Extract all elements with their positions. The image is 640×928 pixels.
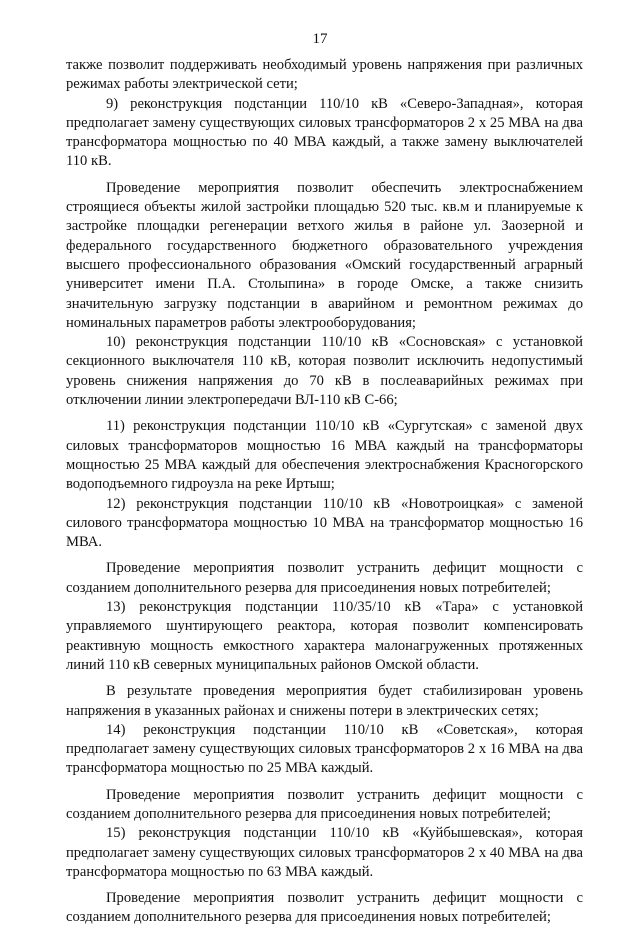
paragraph-item-13: 13) реконструкция подстанции 110/35/10 кВ «Тара» с установкой управляемого шунтирующего реактора, которая позволит компенсировать реактивную мощность емкостного характера малонагруженных протяженных линий 110 кВ северных муниципальных районов Омской области.	[66, 599, 583, 673]
paragraph-item-15: 15) реконструкция подстанции 110/10 кВ «Куйбышевская», которая предполагает замену существующих силовых трансформаторов 2 х 40 МВА на два трансформатора мощностью по 63 МВА каждый.	[66, 825, 583, 880]
paragraph-item-13-effect: В результате проведения мероприятия будет стабилизирован уровень напряжения в указанных районах и снижены потери в электрических сетях;	[66, 683, 583, 719]
paragraph-item-12-effect: Проведение мероприятия позволит устранить дефицит мощности с созданием дополнительного резерва для присоединения новых потребителей;	[66, 560, 583, 596]
paragraph-item-11: 11) реконструкция подстанции 110/10 кВ «Сургутская» с заменой двух силовых трансформаторов мощностью 16 МВА каждый на трансформаторы мощностью 25 МВА каждый для обеспечения электроснабжения Красногорского водоподъемного гидроузла на реке Иртыш;	[66, 418, 583, 493]
paragraph-item-14: 14) реконструкция подстанции 110/10 кВ «Советская», которая предполагает замену существующих силовых трансформаторов 2 х 16 МВА на два трансформатора мощностью по 25 МВА каждый.	[66, 721, 583, 777]
paragraph-item-12: 12) реконструкция подстанции 110/10 кВ «Новотроицкая» с заменой силового трансформатора мощностью 10 МВА на трансформатор мощностью 16 МВА.	[66, 495, 583, 551]
paragraph-continuation: также позволит поддерживать необходимый уровень напряжения при различных режимах работы электрической сети;	[66, 57, 583, 93]
page-number: 17	[312, 31, 328, 47]
paragraph-item-9-effect: Проведение мероприятия позволит обеспечить электроснабжением строящиеся объекты жилой застройки площадью 520 тыс. кв.м и планируемые к застройке площадки регенерации ветхого жилья в районе ул. Заозерной и федерального государственного бюджетного образовательного учреждения высшего профессионального образования «Омский государственный аграрный университет имени П.А. Столыпина» в городе Омске, а также снизить значительную загрузку подстанции в аварийном и ремонтном режимах до номинальных параметров работы электрооборудования;	[66, 179, 583, 331]
paragraph-item-15-effect: Проведение мероприятия позволит устранить дефицит мощности с созданием дополнительного резерва для присоединения новых потребителей;	[66, 890, 583, 926]
paragraph-item-14-effect: Проведение мероприятия позволит устранить дефицит мощности с созданием дополнительного резерва для присоединения новых потребителей;	[66, 786, 583, 822]
paragraph-item-9: 9) реконструкция подстанции 110/10 кВ «Северо-Западная», которая предполагает замену существующих силовых трансформаторов 2 х 25 МВА на два трансформатора мощностью по 40 МВА каждый, а также замену выключателей 110 кВ.	[66, 95, 583, 170]
document-body	[66, 56, 583, 928]
paragraph-item-10: 10) реконструкция подстанции 110/10 кВ «Сосновская» с установкой секционного выключателя 110 кВ, которая позволит исключить недопустимый уровень снижения напряжения до 70 кВ в послеаварийных режимах при отключении линии электропередачи ВЛ-110 кВ С-66;	[66, 334, 583, 409]
